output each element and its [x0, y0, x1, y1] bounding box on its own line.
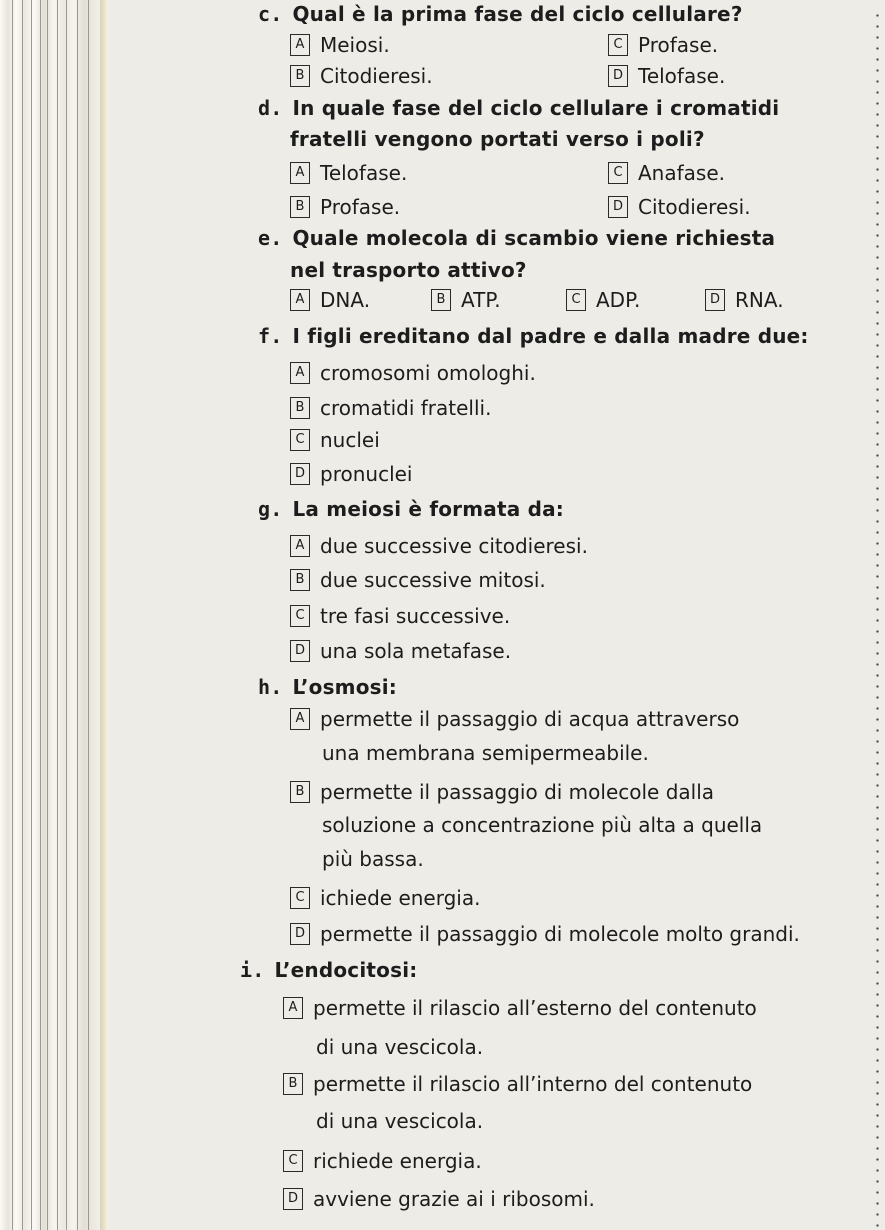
option-e-c[interactable]: C ADP.: [566, 288, 640, 312]
dotted-margin: [876, 10, 879, 1230]
question-g: g. La meiosi è formata da:: [258, 497, 565, 521]
question-c: c. Qual è la prima fase del ciclo cellulare?: [258, 2, 743, 26]
question-f: f. I figli ereditano dal padre e dalla madre due:: [258, 324, 809, 348]
option-i-b[interactable]: B permette il rilascio all’interno del contenuto: [283, 1072, 752, 1096]
question-e-line-2: nel trasporto attivo?: [290, 258, 527, 282]
option-d-c[interactable]: C Anafase.: [608, 161, 725, 185]
option-h-d[interactable]: D permette il passaggio di molecole molto grandi.: [290, 922, 800, 946]
option-g-c[interactable]: C tre fasi successive.: [290, 604, 510, 628]
option-i-a-line-2: di una vescicola.: [316, 1035, 484, 1059]
option-c-b[interactable]: B Citodieresi.: [290, 64, 433, 88]
page-edges: [0, 0, 100, 1230]
option-i-a[interactable]: A permette il rilascio all’esterno del contenuto: [283, 996, 757, 1020]
option-i-b-line-2: di una vescicola.: [316, 1109, 484, 1133]
option-d-d[interactable]: D Citodieresi.: [608, 195, 751, 219]
option-h-c[interactable]: C ichiede energia.: [290, 886, 480, 910]
book-spine: [100, 0, 108, 1230]
option-g-d[interactable]: D una sola metafase.: [290, 639, 511, 663]
option-c-d[interactable]: D Telofase.: [608, 64, 725, 88]
option-g-a[interactable]: A due successive citodieresi.: [290, 534, 588, 558]
option-d-b[interactable]: B Profase.: [290, 195, 400, 219]
option-f-a[interactable]: A cromosomi omologhi.: [290, 361, 536, 385]
question-d: d. In quale fase del ciclo cellulare i cromatidi: [258, 96, 780, 120]
option-i-d[interactable]: D avviene grazie ai i ribosomi.: [283, 1187, 595, 1211]
option-e-b[interactable]: B ATP.: [431, 288, 501, 312]
option-d-a[interactable]: A Telofase.: [290, 161, 407, 185]
option-f-b[interactable]: B cromatidi fratelli.: [290, 396, 491, 420]
question-d-line-2: fratelli vengono portati verso i poli?: [290, 127, 705, 151]
option-g-b[interactable]: B due successive mitosi.: [290, 568, 546, 592]
option-i-c[interactable]: C richiede energia.: [283, 1149, 482, 1173]
option-h-b-line-2: soluzione a concentrazione più alta a quella: [322, 813, 763, 837]
question-e: e. Quale molecola di scambio viene richiesta: [258, 226, 776, 250]
question-i: i. L’endocitosi:: [240, 958, 418, 982]
option-h-b-line-3: più bassa.: [322, 847, 424, 871]
option-e-d[interactable]: D RNA.: [705, 288, 784, 312]
option-c-c[interactable]: C Profase.: [608, 33, 718, 57]
question-h: h. L’osmosi:: [258, 675, 398, 699]
option-h-a[interactable]: A permette il passaggio di acqua attraverso: [290, 707, 739, 731]
option-c-a[interactable]: A Meiosi.: [290, 33, 390, 57]
option-f-d[interactable]: D pronuclei: [290, 462, 412, 486]
option-f-c[interactable]: C nuclei: [290, 428, 380, 452]
option-h-a-line-2: una membrana semipermeabile.: [322, 741, 649, 765]
option-h-b[interactable]: B permette il passaggio di molecole dalla: [290, 780, 714, 804]
option-e-a[interactable]: A DNA.: [290, 288, 370, 312]
